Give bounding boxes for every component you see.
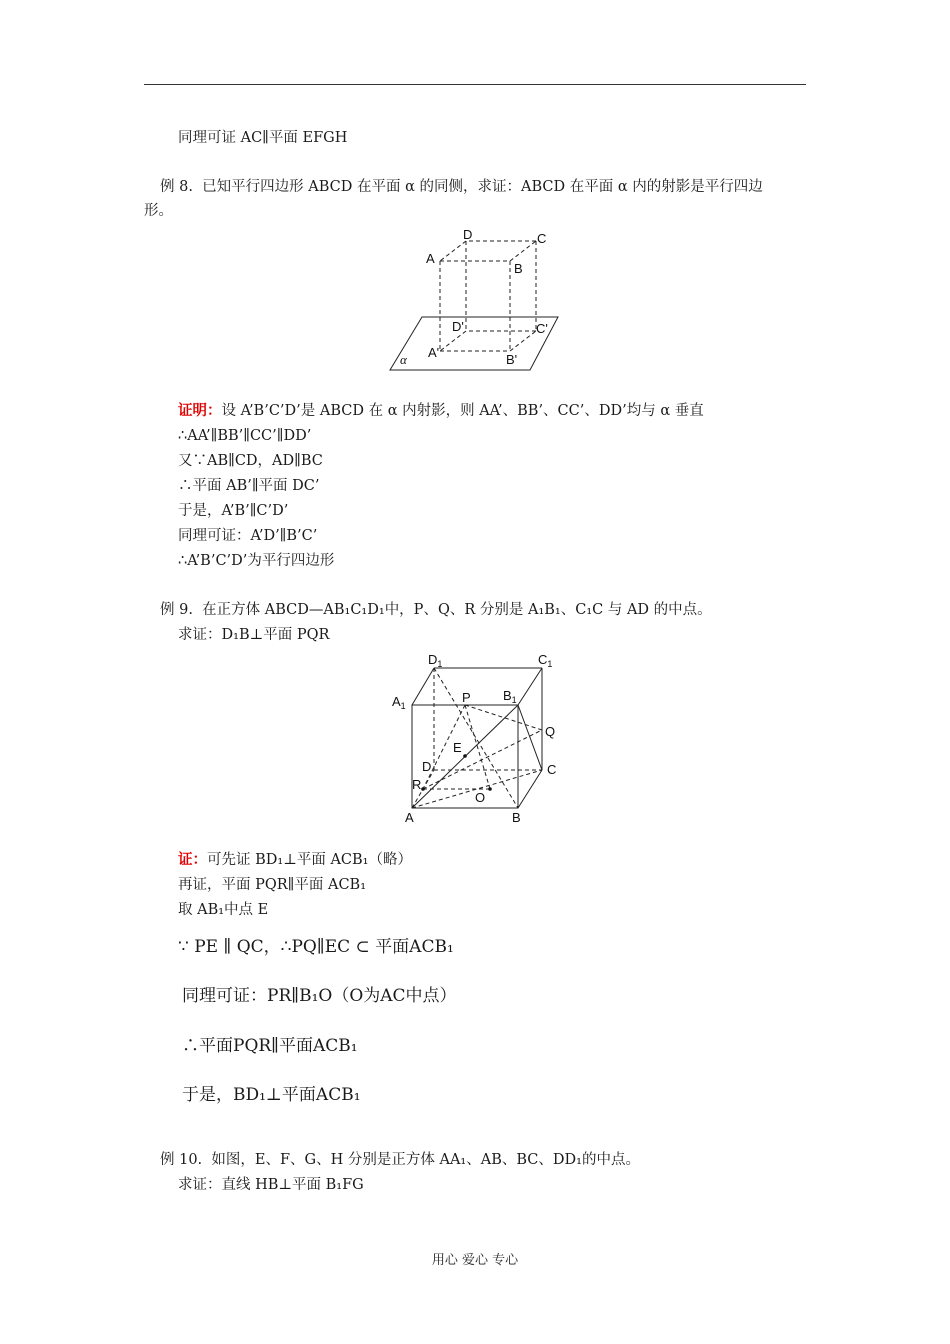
ex9-math-1: ∵ PE ∥ QC，∴PQ∥EC ⊂ 平面ACB₁ (178, 937, 454, 957)
label-A: A (405, 810, 414, 825)
label-B-prime: B' (506, 352, 518, 367)
label-D-prime: D' (452, 319, 464, 334)
ex8-proof-line: ∴平面 AB’∥平面 DC’ (178, 478, 320, 494)
ex8-proof-line: 同理可证：A’D’∥B’C’ (178, 528, 318, 544)
ex9-math-2: 同理可证：PR∥B₁O（O为AC中点） (182, 986, 457, 1006)
label-C-prime: C' (536, 321, 548, 336)
ex9-line: 再证，平面 PQR∥平面 ACB₁ (178, 877, 367, 893)
ex10-line2: 求证：直线 HB⊥平面 B₁FG (178, 1177, 364, 1193)
proof-label: 证明： (178, 402, 222, 419)
proof-label: 证： (178, 851, 207, 868)
ex10-line1: 例 10. 如图，E、F、G、H 分别是正方体 AA₁、AB、BC、DD₁的中点。 (160, 1152, 640, 1168)
label-C1: $C_1$ (538, 652, 553, 669)
label-P: P (462, 690, 471, 705)
ex9-line: 取 AB₁中点 E (178, 902, 269, 918)
label-D1: $D_1$ (428, 652, 443, 669)
ex9-goal: 求证：D₁B⊥平面 PQR (178, 627, 330, 643)
ex9-title: 例 9. 在正方体 ABCD—AB₁C₁D₁中，P、Q、R 分别是 A₁B₁、C₁C 与 AD 的中点。 (160, 602, 712, 618)
label-E: E (453, 740, 462, 755)
label-R: R (412, 777, 422, 792)
ex8-figure (380, 225, 570, 375)
label-O: O (475, 790, 486, 805)
label-alpha: α (400, 352, 407, 367)
ex9-proof-first (178, 850, 412, 870)
label-B: B (512, 810, 521, 825)
ex8-proof-line: ∴AA’∥BB’∥CC’∥DD’ (178, 428, 312, 444)
plane-alpha (390, 317, 558, 370)
label-A: A (426, 251, 435, 266)
ex8-proof-line: ∴A’B’C’D’为平行四边形 (178, 553, 335, 569)
label-C: C (547, 762, 557, 777)
header-rule (144, 84, 806, 85)
ex8-proof-first (178, 401, 704, 421)
label-A1: $A_1$ (392, 694, 406, 711)
ex8-line2: 形。 (144, 203, 173, 219)
label-B: B (514, 261, 523, 276)
proof-first-text: 设 A’B’C’D’是 ABCD 在 α 内射影，则 AA’、BB’、CC’、DD’均与 α 垂直 (221, 403, 704, 419)
label-A-prime: A' (428, 345, 440, 360)
proof-first-text: 可先证 BD₁⊥平面 ACB₁（略） (207, 852, 412, 868)
label-D: D (422, 759, 432, 774)
label-C: C (537, 231, 547, 246)
ex8-proof-line: 又∵AB∥CD，AD∥BC (178, 453, 323, 469)
ex9-figure (390, 650, 565, 828)
label-D: D (463, 227, 473, 242)
ex9-math-4: 于是，BD₁⊥平面ACB₁ (182, 1085, 361, 1105)
prev-conclusion: 同理可证 AC∥平面 EFGH (178, 130, 348, 146)
page-footer: 用心 爱心 专心 (431, 1253, 519, 1268)
label-B1: $B_1$ (503, 688, 517, 705)
ex8-proof-line: 于是，A’B’∥C’D’ (178, 503, 289, 519)
label-Q: Q (545, 724, 556, 739)
ex9-math-3: ∴平面PQR∥平面ACB₁ (182, 1036, 358, 1056)
ex8-line1: 例 8. 已知平行四边形 ABCD 在平面 α 的同侧，求证：ABCD 在平面 α 内的射影是平行四边 (160, 179, 763, 195)
